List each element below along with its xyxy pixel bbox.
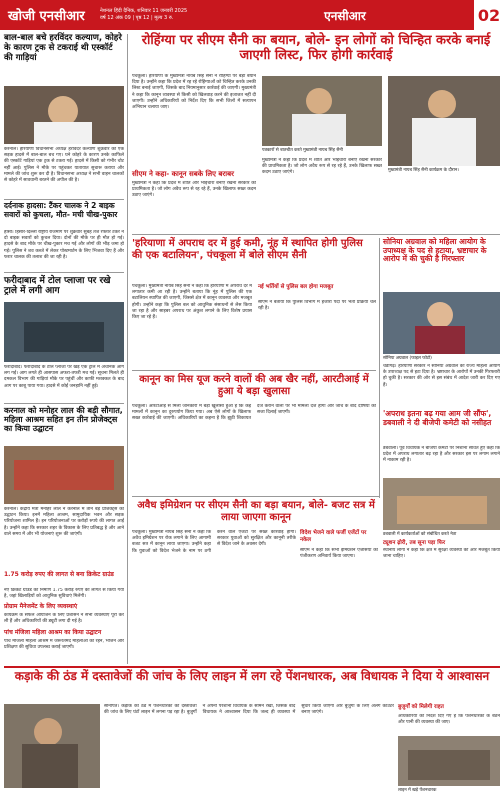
divider <box>132 370 376 371</box>
dabwali-body: डबवाली। पूर्व विधायक ने बीजेपी कमेटी पर निशाना साधते हुए कहा कि प्रदेश में अपराध लगातार बढ़ रहा है और सरकार इस पर लगाम लगाने में नाकाम रही है। <box>383 446 500 464</box>
story3-headline: फरीदाबाद में टोल प्लाजा पर रखे ट्राले में लगी आग <box>4 276 111 297</box>
story4-headline: करनाल को मनोहर लाल की बड़ी सौगात, महिला आश्रम सहित इन तीन प्रोजेक्ट्स का किया उद्घाटन <box>4 406 123 434</box>
pensioners-photo <box>4 704 100 788</box>
cm-event-photo <box>388 76 500 166</box>
immigration-subhead: विदेश भेजने वाले फर्जी एजेंटों पर नकेल <box>300 530 367 543</box>
sonia-body: चंडीगढ़। हरियाणा सरकार ने सोनिया अग्रवाल को राज्य महिला आयोग के उपाध्यक्ष पद से हटा दिया है। भ्रष्टाचार के आरोपों में उनकी गिरफ्तारी हो चुकी है। सरकार की ओर से इस संबंध में आदेश जारी कर दिए गए हैं। <box>383 364 500 388</box>
divider <box>4 666 500 668</box>
lead-subbody: मुख्यमंत्री ने कहा कि प्रदेश में शांति और भाईचारा बनाए रखना सरकार की प्राथमिकता है। जो लोग अवैध रूप से रह रहे हैं, उनके खिलाफ सख्त कदम उठाए जाएंगे। <box>132 181 256 199</box>
masthead-info <box>100 8 250 22</box>
story6-body: कार्यक्रम के सफल आयोजन के लिए प्रशासन ने सभी व्यवस्थाएं पूरी कर ली हैं और अधिकारियों की ड्यूटी लगा दी गई है। <box>4 613 124 625</box>
bottom-caption: लाइन में खड़े पेंशनधारक <box>398 788 437 793</box>
story4-body: करनाल। केंद्रीय मंत्री मनोहर लाल ने करनाल में तीन बड़े प्रोजेक्ट्स का उद्घाटन किया। इनमें महिला आश्रम, सामुदायिक भवन और सड़क परियोजना शामिल हैं। इन परियोजनाओं पर करोड़ों रुपये की लागत आई है। उन्होंने कहा कि सरकार शहर के विकास के लिए प्रतिबद्ध है और आने वाले समय में और भी योजनाएं शुरू की जाएंगी। <box>4 507 124 537</box>
divider <box>4 272 124 273</box>
issue-details: वर्ष 12 अंक 09 | पृष्ठ 12 | मूल्य 3 रु. <box>100 15 174 21</box>
sonia-headline: सोनिया अग्रवाल को महिला आयोग के उपाध्यक्ष के पद से हटाया, भ्रष्टाचार के आरोप में की चुकी है गिरफ्तार <box>383 237 487 264</box>
divider <box>4 403 124 404</box>
lead-photo-caption: पत्रकारों से बातचीत करते मुख्यमंत्री नायब सिंह सैनी <box>262 148 343 153</box>
immigration-body: पंचकूला। मुख्यमंत्री नायब सिंह सैनी ने कहा कि अवैध इमिग्रेशन पर रोक लगाने के लिए आगामी बजट सत्र में कानून लाया जाएगा। उन्होंने कहा कि युवाओं को विदेश भेजने के नाम पर ठगी करने वाले एजेंटों पर सख्त कार्रवाई होगी। सरकार युवाओं को सुरक्षित और कानूनी तरीके से विदेश जाने के अवसर देगी। <box>132 530 296 554</box>
kanoon-headline: कानून का मिस यूज करने वालों की अब खैर नहीं, आरटीआई में हुआ ये बड़ा खुलासा <box>139 374 369 397</box>
right-photo-caption: मुख्यमंत्री नायब सिंह सैनी कार्यक्रम के दौरान। <box>388 168 459 173</box>
story7-headline: पांच मंजिला महिला आश्रम का किया उद्घाटन <box>4 629 102 636</box>
bottom-subbody: अधिकारियों को निर्देश दिए गए हैं कि पेंशनधारकों के बैठने और पानी की व्यवस्था की जाए। <box>398 714 500 726</box>
sonia-photo <box>383 292 500 354</box>
newspaper-name: खोजी एनसीआर <box>8 9 85 24</box>
speaker-photo <box>4 86 124 144</box>
column-divider <box>379 238 380 498</box>
sonia-caption: सोनिया अग्रवाल (फाइल फोटो) <box>383 356 432 361</box>
story2-body: हांसी। हिसार-दिल्ली राष्ट्रीय राजमार्ग पर शुक्रवार सुबह तेज रफ्तार टैंकर ने दो बाइक सवारों को कुचल दिया। दोनों की मौके पर ही मौत हो गई। हादसे के बाद मौके पर चीख-पुकार मच गई और लोगों की भीड़ जमा हो गई। पुलिस ने शव कब्जे में लेकर पोस्टमार्टम के लिए भिजवा दिए हैं और फरार चालक की तलाश की जा रही है। <box>4 230 124 260</box>
dabwali-photo <box>383 478 500 530</box>
story6-headline: प्रोग्राम मैनेजमेंट के लिए व्यवस्थाएं <box>4 603 78 610</box>
story1-body: करनाल। हरियाणा विधानसभा अध्यक्ष हरविंदर कल्याण शुक्रवार को एक सड़क हादसे में बाल-बाल बच गए। घने कोहरे के कारण उनके काफिले की एस्कॉर्ट गाड़ियां एक ट्रक से टकरा गईं। हादसे में किसी को गंभीर चोट नहीं आई। पुलिस ने मौके पर पहुंचकर यातायात सुचारू कराया और मामले की जांच शुरू कर दी है। विधानसभा अध्यक्ष ने सभी वाहन चालकों से कोहरे में सावधानी बरतने की अपील की है। <box>4 147 124 184</box>
second-subbody: सीएम ने बताया कि पुलिस विभाग में हजारों पदों पर भर्ती प्रक्रिया चल रही है। <box>258 300 376 312</box>
queue-photo <box>398 736 500 786</box>
section-name: एनसीआर <box>324 8 366 23</box>
lead-subbody-repeat: मुख्यमंत्री ने कहा कि प्रदेश में शांति और भाईचारा बनाए रखना सरकार की प्राथमिकता है। जो लोग अवैध रूप से रह रहे हैं, उनके खिलाफ सख्त कदम उठाए जाएंगे। <box>262 158 382 176</box>
story7-body: पांच मंजिला महिला आश्रम में जरूरतमंद महिलाओं को रहने, भोजन और प्रशिक्षण की सुविधा उपलब्ध कराई जाएगी। <box>4 639 124 651</box>
dabwali-headline: 'अपराध इतना बढ़ गया आम जी सौंफ', डबवाली ने दी बीजेपी कमेटी को नसीहत <box>383 409 492 427</box>
column-divider <box>127 34 128 664</box>
bottom-body: सोनीपत। कड़ाके की ठंड में पेंशनधारकों को दस्तावेजों की जांच के लिए घंटों लाइन में लगना पड़ रहा है। बुजुर्गों ने अपनी परेशानी विधायक के सामने रखी, जिसके बाद विधायक ने आश्वासन दिया कि जल्द ही व्यवस्था में सुधार किया जाएगा और बुजुर्गों के लिए अलग काउंटर बनाए जाएंगे। <box>104 704 394 716</box>
second-headline: 'हरियाणा में अपराध दर में हुई कमी, नूंह में स्थापित होगी पुलिस की एक बटालियन', पंचकूला में बोले सीएम सैनी <box>132 238 363 261</box>
dabwali-subhead: ट्यूशन ढ़ोरी, तब सूना पड़ा फिर <box>383 540 446 546</box>
lead-body: पंचकूला। हरियाणा के मुख्यमंत्री नायब सिंह सैनी ने रोहिंग्या पर बड़ा बयान दिया है। उन्होंने कहा कि प्रदेश में रह रहे रोहिंग्याओं को चिन्हित करके उनकी लिस्ट बनाई जाएगी, जिसके बाद नियमानुसार कार्रवाई की जाएगी। मुख्यमंत्री ने कहा कि कानून व्यवस्था से किसी को खिलवाड़ करने की इजाजत नहीं दी जाएगी। उन्होंने अधिकारियों को निर्देश दिए कि सभी जिलों में सत्यापन अभियान चलाया जाए। <box>132 74 256 111</box>
page-number: 02 <box>474 0 504 30</box>
dabwali-caption: डबवाली में कार्यकर्ताओं को संबोधित करते नेता <box>383 532 457 537</box>
story3-body: फरीदाबाद। फरीदाबाद के टोल प्लाजा पर खड़े एक ट्राले में अचानक आग लग गई। आग लगते ही आसपास अफरा-तफरी मच गई। सूचना मिलते ही दमकल विभाग की गाड़ियां मौके पर पहुंचीं और काफी मशक्कत के बाद आग पर काबू पाया गया। हादसे में कोई जनहानि नहीं हुई। <box>4 365 124 389</box>
lead-body-cont <box>262 158 382 228</box>
cm-press-photo <box>262 76 382 146</box>
inauguration-photo <box>4 446 124 504</box>
bottom-subhead: बुजुर्गों को मिलेगी राहत <box>398 704 444 710</box>
lead-headline: रोहिंग्या पर सीएम सैनी का बयान, बोले- इन लोगों को चिन्हित करके बनाई जाएगी लिस्ट, फिर होगी कार्रवाई <box>141 33 491 63</box>
divider <box>4 199 124 200</box>
story1-headline: बाल-बाल बचे हरविंदर कल्याण, कोहरे के कारण ट्रक से टकराई थी एस्कॉर्ट की गाड़ियां <box>4 33 122 63</box>
divider <box>132 496 380 497</box>
masthead <box>0 0 504 30</box>
truck-fire-photo <box>4 302 124 362</box>
immigration-headline: अवैध इमिग्रेशन पर सीएम सैनी का बड़ा बयान, बोले- बजट सत्र में लाया जाएगा कानून <box>137 500 375 523</box>
immigration-subbody: सीएम ने कहा कि सभी इमिग्रेशन एजेंसियों का पंजीकरण अनिवार्य किया जाएगा। <box>300 548 378 560</box>
issue-date: नेशनल हिंदी दैनिक, शनिवार 11 जनवरी 2025 <box>100 8 188 14</box>
story5-headline: 1.75 करोड़ रुपए की लागत से बना क्रिकेट ग्राउंड <box>4 571 114 578</box>
story2-headline: दर्दनाक हादसा: टैंकर चालक ने 2 बाइक सवारों को कुचला, मौत- मची चीख-पुकार <box>4 201 118 219</box>
second-subhead: नई भर्तियों से पुलिस बल होगा मजबूत <box>258 284 334 290</box>
lead-subhead: सीएम ने कहा- कानून सबके लिए बराबर <box>132 170 234 178</box>
kanoon-body: पंचकूला। आरटीआई से मिली जानकारी में बड़ा खुलासा हुआ है कि कई मामलों में कानून का दुरुपयोग किया गया। अब ऐसे लोगों के खिलाफ सख्त कार्रवाई की जाएगी। अधिकारियों का कहना है कि झूठी शिकायत दर्ज कराने वालों पर भी मामला दर्ज होगा और जांच के बाद दोषियों को सजा दिलाई जाएगी। <box>132 404 376 422</box>
dabwali-subbody: स्थानीय लोगों ने कहा कि क्षेत्र में सुरक्षा व्यवस्था को और मजबूत किया जाना चाहिए। <box>383 548 500 560</box>
bottom-headline: कड़ाके की ठंड में दस्तावेजों की जांच के लिए लाइन में लग रहे पेंशनधारक, अब विधायक ने दिया ये आश्वासन <box>14 669 490 683</box>
story5-body: नए क्रिकेट ग्राउंड का निर्माण 1.75 करोड़ रुपए की लागत से किया गया है, जहां खिलाड़ियों को आधुनिक सुविधाएं मिलेंगी। <box>4 588 124 600</box>
second-body: पंचकूला। मुख्यमंत्री नायब सिंह सैनी ने कहा कि हरियाणा में अपराध दर में लगातार कमी आ रही है। उन्होंने बताया कि नूंह में पुलिस की एक बटालियन स्थापित की जाएगी, जिससे क्षेत्र में कानून व्यवस्था और मजबूत होगी। उन्होंने कहा कि पुलिस बल को आधुनिक संसाधनों से लैस किया जा रहा है और साइबर अपराध पर अंकुश लगाने के लिए विशेष प्रयास किए जा रहे हैं। <box>132 284 252 321</box>
divider <box>132 234 500 235</box>
